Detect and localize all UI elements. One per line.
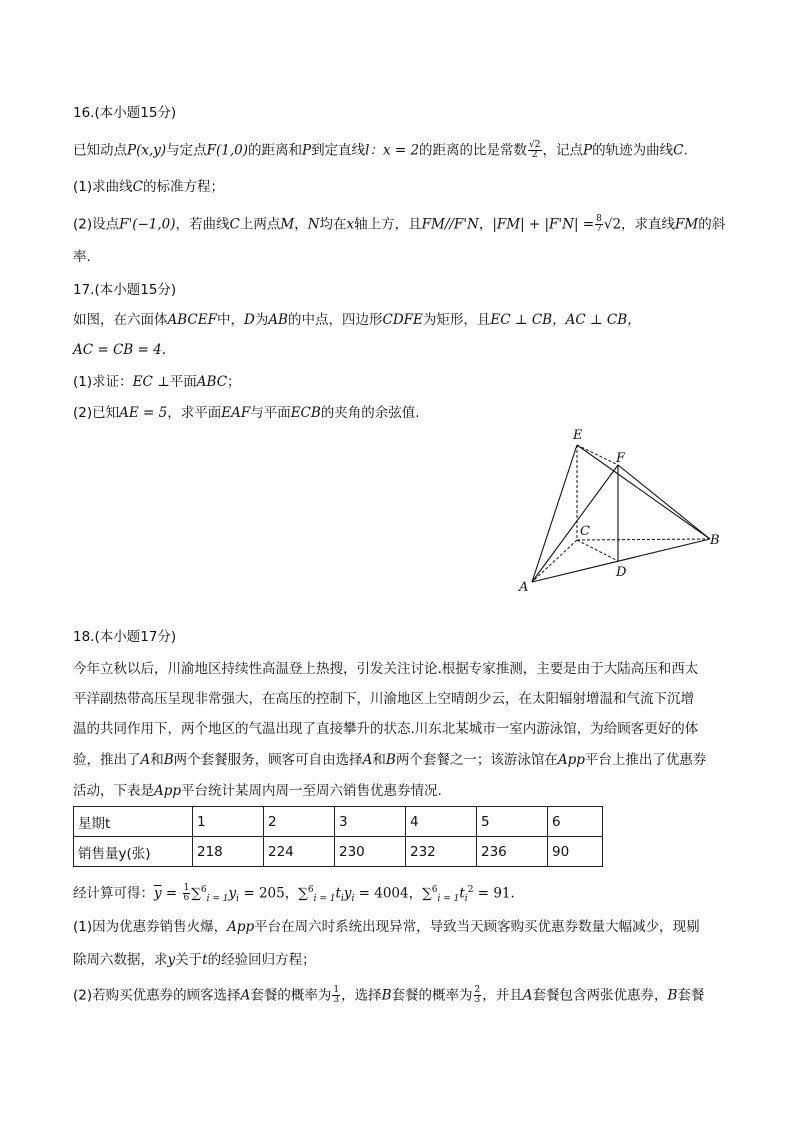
table-cell: 232	[406, 837, 477, 867]
table-cell: 6	[548, 807, 603, 837]
label-B: B	[710, 533, 720, 548]
table-row-day	[74, 807, 603, 837]
q16-part2-tail: 率.	[73, 249, 91, 265]
label-F: F	[616, 451, 626, 466]
table-cell: 90	[548, 837, 603, 867]
q18-para-1: 今年立秋以后，川渝地区持续性高温登上热搜，引发关注讨论.根据专家推测，主要是由于大陆高压和西太	[73, 661, 699, 677]
table-cell: 236	[477, 837, 548, 867]
q16-header: 16.(本小题15分)	[73, 105, 177, 121]
table-head-day: 星期t	[74, 807, 193, 837]
table-row-sales	[74, 837, 603, 867]
table-cell: 230	[335, 837, 406, 867]
table-cell: 218	[193, 837, 264, 867]
q16-part1: (1)求曲线C的标准方程；	[73, 179, 224, 195]
coupon-sales-table	[73, 806, 603, 867]
q18-header: 18.(本小题17分)	[73, 629, 177, 645]
table-cell: 224	[264, 837, 335, 867]
table-cell: 4	[406, 807, 477, 837]
q18-para-3: 温的共同作用下，两个地区的气温出现了直接攀升的状态.川东北某城市一室内游泳馆，为给顾客更好的体	[73, 721, 699, 737]
label-A: A	[519, 580, 529, 595]
table-head-sales: 销售量y(张)	[74, 837, 193, 867]
q17-part2: (2)已知AE = 5，求平面EAF与平面ECB的夹角的余弦值.	[73, 405, 420, 421]
table-cell: 1	[193, 807, 264, 837]
q18-para-4: 验，推出了A和B两个套餐服务，顾客可自由选择A和B两个套餐之一；该游泳馆在App平台上推出了优惠券	[73, 752, 707, 768]
table-cell: 5	[477, 807, 548, 837]
q16-part2: (2)设点F'(−1,0)，若曲线C上两点M，N均在x轴上方，且FM//F'N，|FM| + |F'N| = $\frac{8}{7}$ √2，求直线FM的斜	[73, 214, 726, 234]
q16-stem: 已知动点P(x,y)与定点F(1,0)的距离和P到定直线l：x = 2的距离的比是常数 $\frac{√2}{2}$ ，记点P的轨迹为曲线C.	[73, 140, 688, 160]
hexahedron-figure	[510, 420, 730, 600]
edge-EB	[577, 445, 710, 539]
edge-CB	[577, 539, 710, 540]
q17-stem: 如图，在六面体ABCEF中，D为AB的中点，四边形CDFE为矩形，且EC ⊥ CB，AC ⊥ CB，	[73, 312, 641, 328]
edge-FB	[618, 465, 710, 539]
table-cell: 2	[264, 807, 335, 837]
label-C: C	[580, 524, 590, 539]
q18-part1: (1)因为优惠券销售火爆，App平台在周六时系统出现异常，导致当天顾客购买优惠券数量大幅减少，现剔	[73, 919, 700, 935]
q17-header: 17.(本小题15分)	[73, 282, 177, 298]
q18-para-5: 活动，下表是App平台统计某周内周一至周六销售优惠券情况.	[73, 783, 442, 799]
label-E: E	[573, 428, 583, 443]
q18-part1-2: 除周六数据，求y关于t的经验回归方程；	[73, 952, 316, 968]
label-D: D	[616, 565, 627, 580]
q18-part2: (2)若购买优惠券的顾客选择A套餐的概率为 $\frac{1}{3}$ ，选择B套餐的概率为 $\frac{2}{3}$ ，并且A套餐包含两张优惠券，B套餐	[73, 985, 705, 1005]
q17-part1: (1)求证：EC ⊥平面ABC；	[73, 374, 241, 390]
q18-calc: 经计算可得：$\overline{y}$ = $\frac{1}{6}$ $\sum^6_{i = 1}y_i = 205$，$\sum^6_{i = 1}t_iy_i = 4004$，$\sum^6_{i = 1}t_i^2 = 91$.	[73, 883, 515, 905]
q18-para-2: 平洋副热带高压呈现非常强大，在高压的控制下，川渝地区上空晴朗少云，在太阳辐射增温和气流下沉增	[73, 691, 694, 707]
ratio-fraction: $\frac{√2}{2}$	[529, 140, 541, 160]
table-cell: 3	[335, 807, 406, 837]
edge-CD	[577, 540, 618, 561]
q17-stem-2: AC = CB = 4.	[73, 342, 166, 358]
edge-EF	[577, 445, 618, 465]
